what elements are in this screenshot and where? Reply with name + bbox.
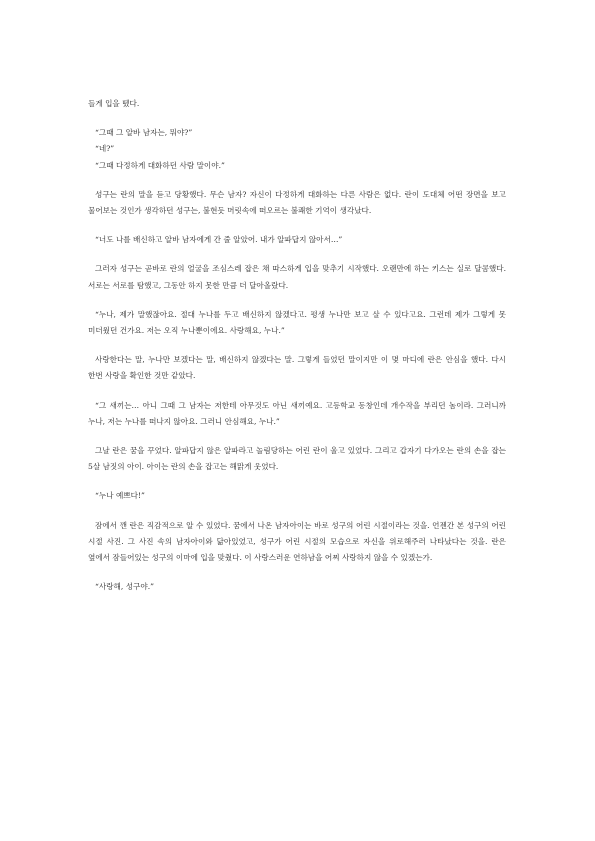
paragraph: 들게 입을 뗐다. bbox=[88, 99, 140, 108]
dialogue-block bbox=[88, 579, 506, 595]
dialogue-line: “그때 그 알바 남자는, 뭐야?” bbox=[95, 128, 193, 138]
dialogue-line: “너도 나를 배신하고 알바 남자에게 간 줄 알았어. 내가 알파답지 않아서…” bbox=[95, 235, 343, 245]
dialogue-line: “누나 예쁘다!” bbox=[95, 491, 145, 501]
paragraph: 사랑한다는 말, 누나만 보겠다는 말, 배신하지 않겠다는 말. 그렇게 들었던 말이지만 이 몇 마디에 란은 안심을 했다. 다시 한번 사랑을 확인한 것만 같았다. bbox=[88, 355, 506, 381]
document-body bbox=[88, 96, 506, 595]
paragraph: 그날 란은 꿈을 꾸었다. 알파답지 않은 알파라고 놀림당하는 어린 란이 울고 있었다. 그리고 갑자기 다가오는 란의 손을 잡는 5살 남짓의 아이. 아이는 란의 손을 잡고는 해맑게 웃었다. bbox=[88, 446, 506, 472]
dialogue-block bbox=[88, 232, 506, 248]
dialogue-line: “네?” bbox=[95, 144, 115, 154]
dialogue-block bbox=[88, 488, 506, 504]
dialogue-block bbox=[88, 125, 506, 174]
paragraph: 잠에서 깬 란은 직감적으로 알 수 있었다. 꿈에서 나온 남자아이는 바로 성구의 어린 시절이라는 것을. 언젠간 본 성구의 어린 시절 사진. 그 사진 속의 남자아이와 닮아있었고, 성구가 어린 시절의 모습으로 자신을 위로해주러 나타났다는 것을. 란은 옆에서 잠들어있는 성구의 이마에 입을 맞췄다. 이 사랑스러운 연하남을 어찌 사랑하지 않을 수 있겠는가. bbox=[88, 520, 506, 563]
dialogue-line: “사랑해, 성구야.” bbox=[95, 582, 155, 592]
paragraph: “그 새끼는… 아니 그때 그 남자는 저한테 아무것도 아닌 새끼예요. 고등학교 동창인데 개수작을 부리던 놈이라. 그러니까 누나, 저는 누나를 떠나지 않아요. 그러니 안심해요, 누나.” bbox=[88, 400, 506, 426]
dialogue-line: “그때 다정하게 대화하던 사람 말이야.” bbox=[95, 160, 225, 170]
paragraph: 그러자 성구는 곧바로 란의 얼굴을 조심스레 잡은 채 따스하게 입을 맞추기 시작했다. 오랜만에 하는 키스는 실로 달콤했다. 서로는 서로를 탐했고, 그동안 하지 못한 만큼 더 달아올랐다. bbox=[88, 264, 506, 290]
paragraph: 성구는 란의 말을 듣고 당황했다. 무슨 남자? 자신이 다정하게 대화하는 다른 사람은 없다. 란이 도대체 어떤 장면을 보고 물어보는 것인가 생각하던 성구는, 불현듯 머릿속에 떠오르는 불쾌한 기억이 생각났다. bbox=[88, 189, 506, 216]
paragraph: “누나, 제가 말했잖아요. 절대 누나를 두고 배신하지 않겠다고. 평생 누나만 보고 살 수 있다고요. 그런데 제가 그렇게 못 미더웠던 건가요. 저는 오직 누나뿐이에요. 사랑해요, 누나.” bbox=[88, 309, 506, 336]
